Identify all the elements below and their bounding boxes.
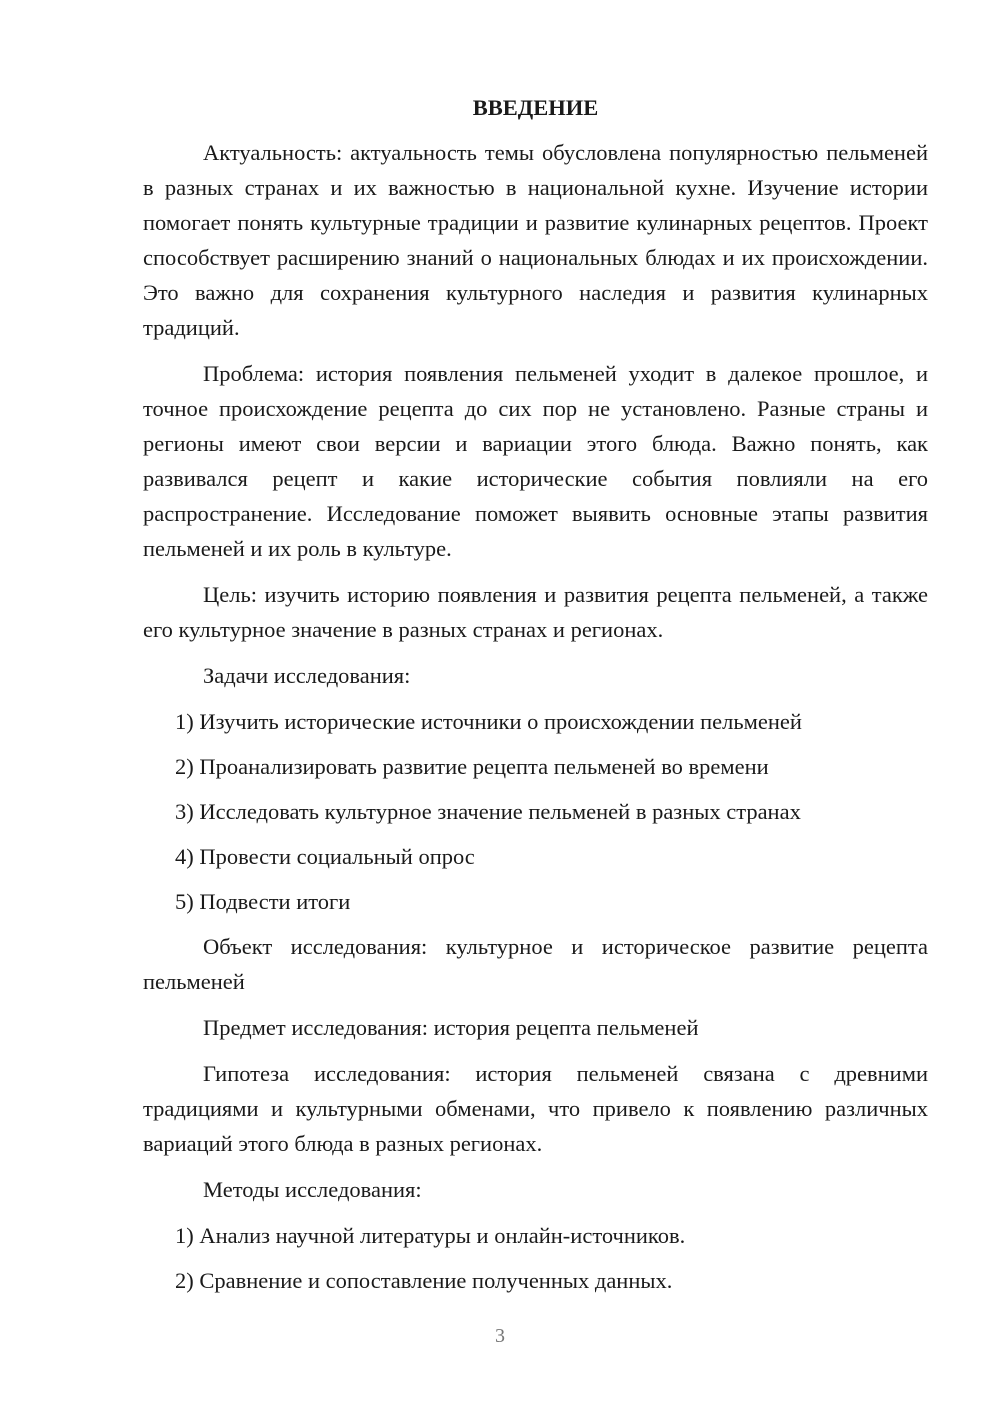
- goal-paragraph: Цель: изучить историю появления и развития рецепта пельменей, а также его культурное значение в разных странах и регионах.: [143, 582, 928, 642]
- methods-heading: Методы исследования:: [203, 1177, 422, 1202]
- list-item: 2) Проанализировать развитие рецепта пельменей во времени: [175, 754, 769, 779]
- page-number: 3: [495, 1325, 505, 1347]
- list-item: 3) Исследовать культурное значение пельменей в разных странах: [175, 799, 801, 824]
- subject-paragraph: Предмет исследования: история рецепта пельменей: [203, 1015, 699, 1040]
- list-item: 2) Сравнение и сопоставление полученных данных.: [175, 1268, 673, 1293]
- list-item: 1) Изучить исторические источники о происхождении пельменей: [175, 709, 802, 734]
- object-paragraph: Объект исследования: культурное и историческое развитие рецепта пельменей: [143, 934, 928, 994]
- hypothesis-paragraph: Гипотеза исследования: история пельменей связана с древними традициями и культурными обменами, что привело к появлению различных вариаций этого блюда в разных регионах.: [143, 1061, 928, 1156]
- document-page: [143, 90, 928, 1308]
- methods-list: [143, 1218, 928, 1298]
- relevance-paragraph: Актуальность: актуальность темы обусловлена популярностью пельменей в разных странах и их важностью в национальной кухне. Изучение истории помогает понять культурные традиции и развитие кулинарных рецептов. Проект способствует расширению знаний о национальных блюдах и их происхождении. Это важно для сохранения культурного наследия и развития кулинарных традиций.: [143, 140, 928, 340]
- tasks-list: [143, 704, 928, 919]
- tasks-heading: Задачи исследования:: [203, 663, 411, 688]
- problem-paragraph: Проблема: история появления пельменей уходит в далекое прошлое, и точное происхождение рецепта до сих пор не установлено. Разные страны и регионы имеют свои версии и вариации этого блюда. Важно понять, как развивался рецепт и какие исторические события повлияли на его распространение. Исследование поможет выявить основные этапы развития пельменей и их роль в культуре.: [143, 361, 928, 561]
- list-item: 1) Анализ научной литературы и онлайн-источников.: [175, 1223, 686, 1248]
- section-title: ВВЕДЕНИЕ: [472, 95, 599, 120]
- list-item: 5) Подвести итоги: [175, 889, 351, 914]
- list-item: 4) Провести социальный опрос: [175, 844, 475, 869]
